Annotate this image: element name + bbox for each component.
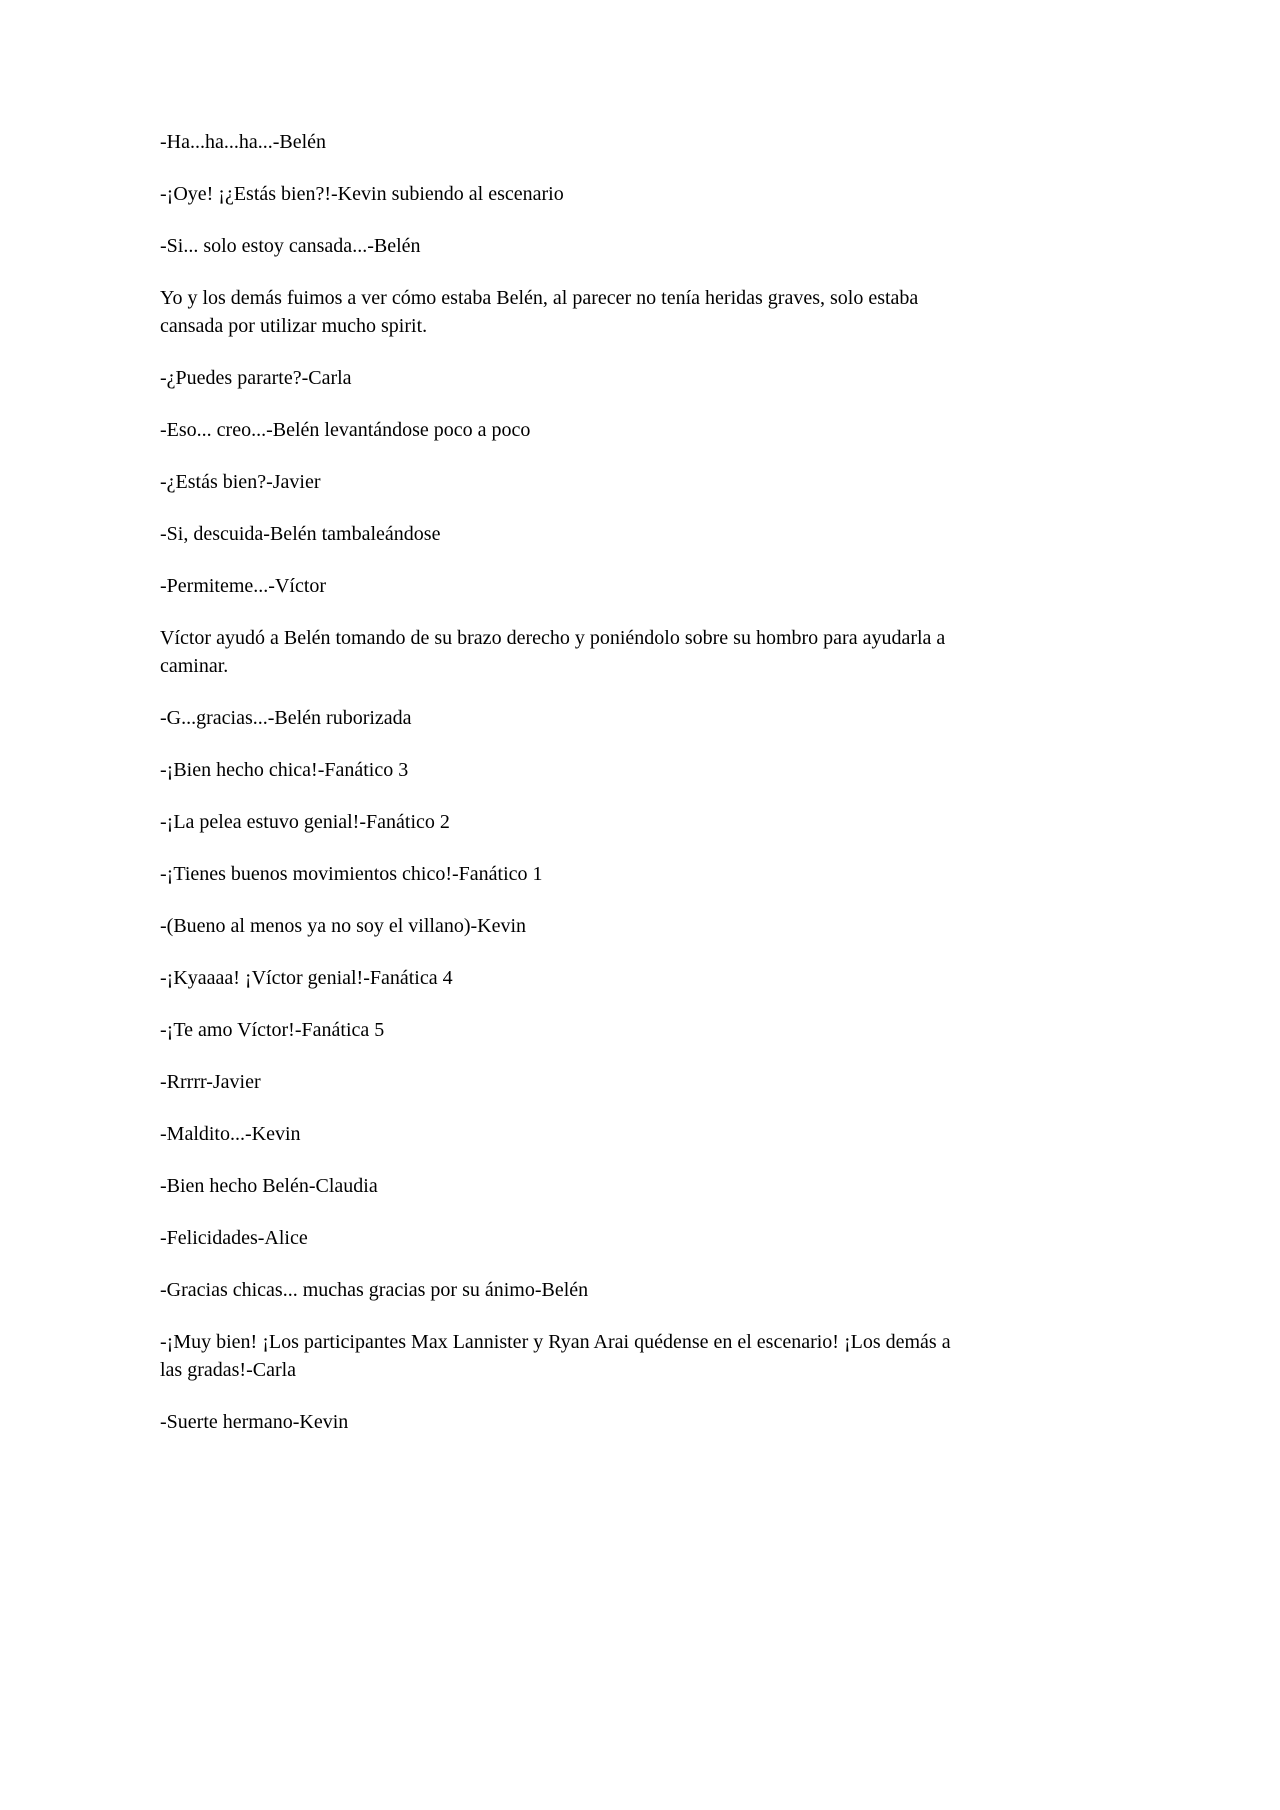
paragraph: -(Bueno al menos ya no soy el villano)-Kevin <box>160 915 527 937</box>
paragraph: -Gracias chicas... muchas gracias por su ánimo-Belén <box>160 1279 589 1301</box>
paragraph: -Permiteme...-Víctor <box>160 575 327 597</box>
paragraph: -Ha...ha...ha...-Belén <box>160 131 327 153</box>
paragraph: -Eso... creo...-Belén levantándose poco a poco <box>160 419 531 441</box>
paragraph: Víctor ayudó a Belén tomando de su brazo derecho y poniéndolo sobre su hombro para ayudarla a caminar. <box>160 627 951 677</box>
paragraph: -Si, descuida-Belén tambaleándose <box>160 523 441 545</box>
paragraph: -¡La pelea estuvo genial!-Fanático 2 <box>160 811 450 833</box>
paragraph: -¡Tienes buenos movimientos chico!-Fanático 1 <box>160 863 543 885</box>
paragraph: -G...gracias...-Belén ruborizada <box>160 707 412 729</box>
paragraph: -¡Kyaaaa! ¡Víctor genial!-Fanática 4 <box>160 967 453 989</box>
paragraph: -¡Oye! ¡¿Estás bien?!-Kevin subiendo al escenario <box>160 183 564 205</box>
paragraph: -Si... solo estoy cansada...-Belén <box>160 235 421 257</box>
paragraph: -¿Puedes pararte?-Carla <box>160 367 352 389</box>
document-text-block <box>160 128 960 1460</box>
paragraph: -Suerte hermano-Kevin <box>160 1411 349 1433</box>
paragraph: -Felicidades-Alice <box>160 1227 308 1249</box>
paragraph: -¿Estás bien?-Javier <box>160 471 321 493</box>
paragraph: -¡Muy bien! ¡Los participantes Max Lannister y Ryan Arai quédense en el escenario! ¡Los demás a las gradas!-Carla <box>160 1331 956 1381</box>
paragraph: -Bien hecho Belén-Claudia <box>160 1175 378 1197</box>
paragraph: -Rrrrr-Javier <box>160 1071 261 1093</box>
paragraph: -¡Te amo Víctor!-Fanática 5 <box>160 1019 385 1041</box>
paragraph: -¡Bien hecho chica!-Fanático 3 <box>160 759 409 781</box>
paragraph: -Maldito...-Kevin <box>160 1123 301 1145</box>
paragraph: Yo y los demás fuimos a ver cómo estaba Belén, al parecer no tenía heridas graves, solo estaba cansada por utilizar mucho spirit. <box>160 287 924 337</box>
